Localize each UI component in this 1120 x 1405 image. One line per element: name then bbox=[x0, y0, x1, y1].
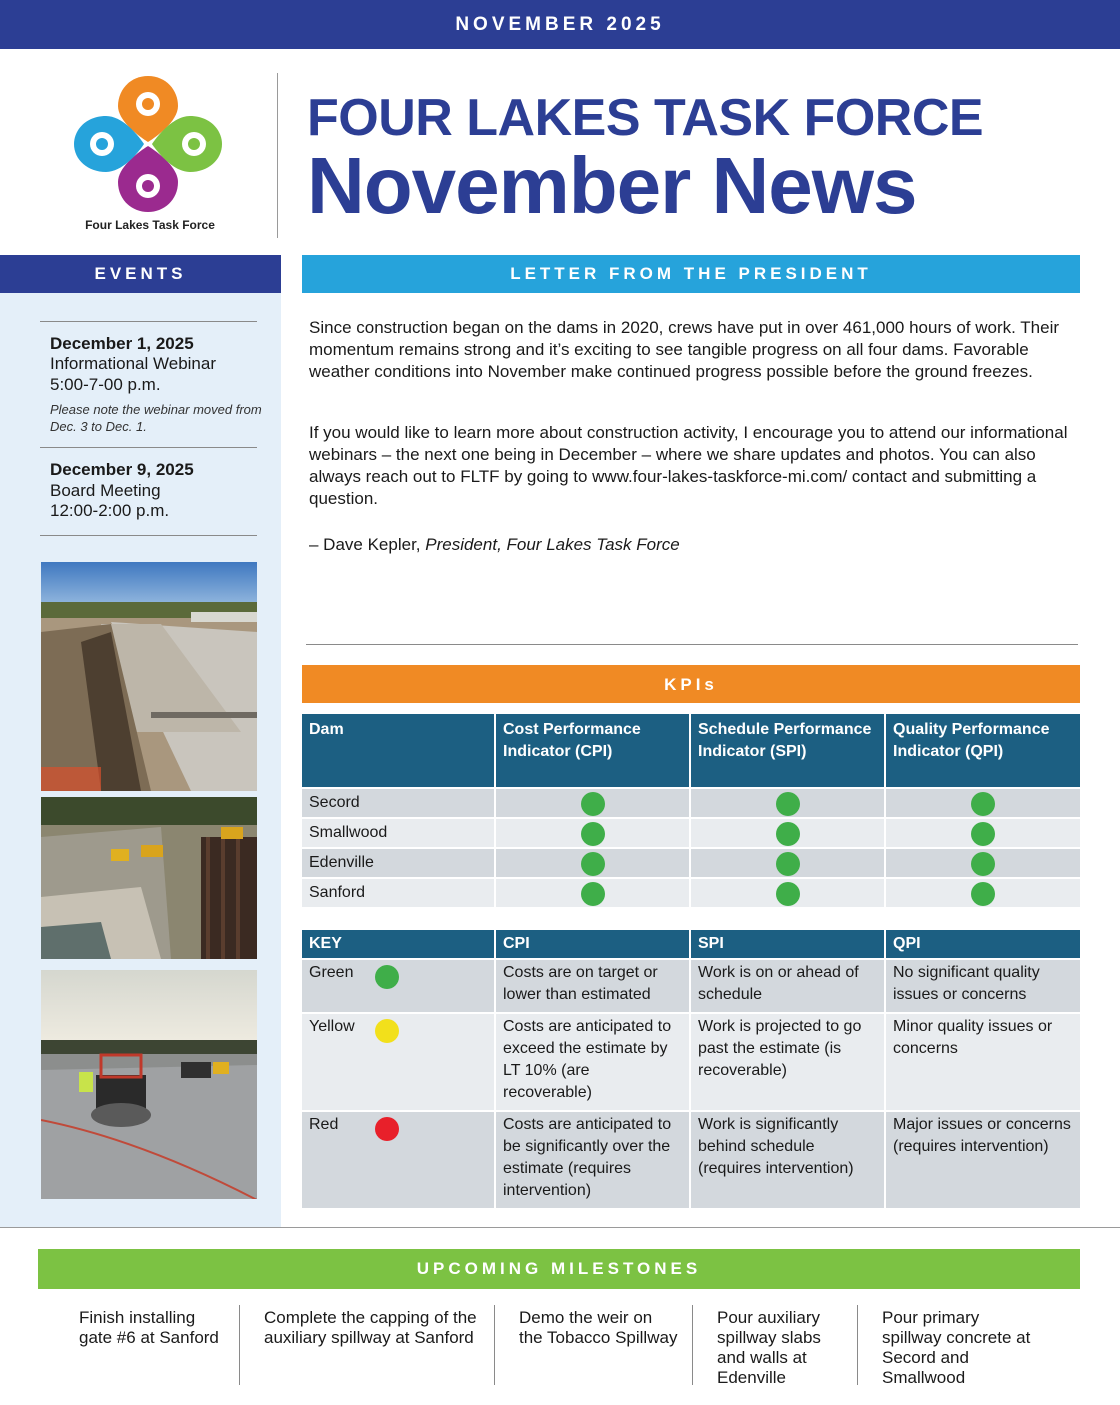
status-dot-icon bbox=[971, 852, 995, 876]
qpi-status-cell bbox=[886, 817, 1080, 847]
events-heading: EVENTS bbox=[0, 255, 281, 293]
status-dot-icon bbox=[581, 882, 605, 906]
cpi-status-cell bbox=[496, 847, 691, 877]
event-note: Please note the webinar moved from Dec. 3 to Dec. 1. bbox=[50, 402, 262, 434]
column-header: Quality Performance Indicator (QPI) bbox=[886, 714, 1080, 787]
column-header: Schedule Performance Indicator (SPI) bbox=[691, 714, 886, 787]
cpi-status-cell bbox=[496, 817, 691, 847]
milestone-item: Pour auxiliary spillway slabs and walls at Edenville bbox=[717, 1308, 821, 1387]
yellow-status-dot-icon bbox=[375, 1019, 399, 1043]
event-time: 5:00-7-00 p.m. bbox=[50, 375, 161, 394]
key-label: Red bbox=[309, 1116, 339, 1133]
key-label: Green bbox=[309, 964, 354, 981]
spi-status-cell bbox=[691, 877, 886, 907]
green-status-dot-icon bbox=[375, 965, 399, 989]
event-date: December 1, 2025 bbox=[50, 334, 194, 353]
milestones-heading: UPCOMING MILESTONES bbox=[38, 1249, 1080, 1289]
key-row bbox=[302, 958, 1080, 1012]
qpi-description: Minor quality issues or concerns bbox=[886, 1012, 1080, 1110]
milestone-item: Pour primary spillway concrete at Secord and Smallwood bbox=[882, 1308, 1031, 1387]
kpi-row bbox=[302, 847, 1080, 877]
key-label-cell bbox=[302, 958, 496, 1012]
column-header: SPI bbox=[691, 930, 886, 958]
spi-status-cell bbox=[691, 817, 886, 847]
milestone-item: Complete the capping of the auxiliary spillway at Sanford bbox=[264, 1308, 477, 1347]
milestone-item: Demo the weir on the Tobacco Spillway bbox=[519, 1308, 678, 1347]
kpi-row bbox=[302, 877, 1080, 907]
kpi-row bbox=[302, 787, 1080, 817]
qpi-description: No significant quality issues or concerns bbox=[886, 958, 1080, 1012]
divider bbox=[857, 1305, 858, 1385]
key-label-cell bbox=[302, 1110, 496, 1208]
status-dot-icon bbox=[776, 852, 800, 876]
column-header: CPI bbox=[496, 930, 691, 958]
kpi-table bbox=[302, 714, 1080, 907]
divider bbox=[40, 535, 257, 536]
newsletter-title: November News bbox=[307, 141, 917, 230]
column-header: KEY bbox=[302, 930, 496, 958]
qpi-status-cell bbox=[886, 847, 1080, 877]
logo-caption: Four Lakes Task Force bbox=[85, 218, 215, 232]
header-divider bbox=[277, 73, 278, 238]
red-status-dot-icon bbox=[375, 1117, 399, 1141]
milestone-item: Finish installing gate #6 at Sanford bbox=[79, 1308, 219, 1347]
event-title: Informational Webinar bbox=[50, 354, 216, 373]
column-header: Dam bbox=[302, 714, 496, 787]
status-dot-icon bbox=[581, 792, 605, 816]
construction-photo-2 bbox=[41, 797, 257, 959]
spi-description: Work is projected to go past the estimate (is recoverable) bbox=[691, 1012, 886, 1110]
key-row bbox=[302, 1110, 1080, 1208]
event-date: December 9, 2025 bbox=[50, 460, 194, 479]
divider bbox=[494, 1305, 495, 1385]
construction-photo-3 bbox=[41, 970, 257, 1199]
event-title: Board Meeting bbox=[50, 481, 161, 500]
dam-name: Smallwood bbox=[302, 817, 496, 847]
spi-status-cell bbox=[691, 847, 886, 877]
dam-name: Secord bbox=[302, 787, 496, 817]
key-label-cell bbox=[302, 1012, 496, 1110]
divider bbox=[692, 1305, 693, 1385]
column-header: QPI bbox=[886, 930, 1080, 958]
status-dot-icon bbox=[776, 822, 800, 846]
kpis-heading: KPIs bbox=[302, 665, 1080, 703]
issue-banner: NOVEMBER 2025 bbox=[0, 0, 1120, 49]
column-header: Cost Performance Indicator (CPI) bbox=[496, 714, 691, 787]
spi-description: Work is significantly behind schedule (requires intervention) bbox=[691, 1110, 886, 1208]
status-dot-icon bbox=[971, 822, 995, 846]
letter-heading: LETTER FROM THE PRESIDENT bbox=[302, 255, 1080, 293]
org-title: FOUR LAKES TASK FORCE bbox=[307, 89, 984, 147]
spi-description: Work is on or ahead of schedule bbox=[691, 958, 886, 1012]
signature-title: President, Four Lakes Task Force bbox=[425, 535, 680, 554]
cpi-description: Costs are anticipated to exceed the estimate by LT 10% (are recoverable) bbox=[496, 1012, 691, 1110]
qpi-status-cell bbox=[886, 787, 1080, 817]
task-force-logo bbox=[60, 68, 240, 240]
kpi-row bbox=[302, 817, 1080, 847]
construction-photo-1 bbox=[41, 562, 257, 791]
divider bbox=[40, 321, 257, 322]
status-dot-icon bbox=[776, 792, 800, 816]
cpi-status-cell bbox=[496, 787, 691, 817]
cpi-description: Costs are anticipated to be significantly over the estimate (requires intervention) bbox=[496, 1110, 691, 1208]
dam-name: Edenville bbox=[302, 847, 496, 877]
divider bbox=[306, 644, 1078, 645]
status-dot-icon bbox=[581, 822, 605, 846]
key-row bbox=[302, 1012, 1080, 1110]
letter-signature bbox=[309, 535, 680, 555]
divider bbox=[40, 447, 257, 448]
cpi-description: Costs are on target or lower than estimated bbox=[496, 958, 691, 1012]
divider bbox=[239, 1305, 240, 1385]
dam-name: Sanford bbox=[302, 877, 496, 907]
qpi-status-cell bbox=[886, 877, 1080, 907]
qpi-description: Major issues or concerns (requires intervention) bbox=[886, 1110, 1080, 1208]
key-label: Yellow bbox=[309, 1018, 355, 1035]
spi-status-cell bbox=[691, 787, 886, 817]
status-dot-icon bbox=[776, 882, 800, 906]
status-dot-icon bbox=[971, 792, 995, 816]
four-lakes-logo-icon bbox=[60, 68, 240, 218]
divider bbox=[0, 1227, 1120, 1228]
kpi-key-table bbox=[302, 930, 1080, 1208]
event-time: 12:00-2:00 p.m. bbox=[50, 501, 170, 520]
status-dot-icon bbox=[581, 852, 605, 876]
status-dot-icon bbox=[971, 882, 995, 906]
signature-name: – Dave Kepler, bbox=[309, 535, 426, 554]
letter-paragraph-1: Since construction began on the dams in 2020, crews have put in over 461,000 hours of work. Their momentum remains strong and it’s exciting to see tangible progress on all four dams. Favorable weather conditions into November make continued progress possible before the ground freezes. bbox=[309, 318, 1060, 381]
cpi-status-cell bbox=[496, 877, 691, 907]
letter-paragraph-2: If you would like to learn more about construction activity, I encourage you to attend our informational webinars – the next one being in December – where we share updates and photos. You can also always reach out to FLTF by going to www.four-lakes-taskforce-mi.com/ contact and submitting a question. bbox=[309, 423, 1068, 508]
